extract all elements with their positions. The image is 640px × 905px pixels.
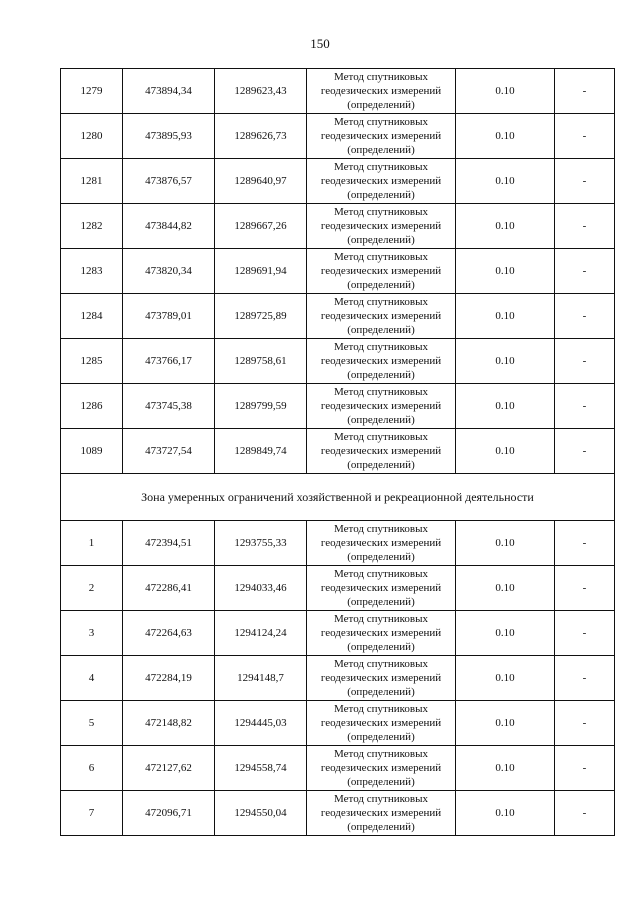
method-cell [307,701,456,746]
method-line: геодезических измерений [320,310,442,322]
table-row [61,114,615,159]
method-cell [307,746,456,791]
table-row [61,429,615,474]
extra-cell: - [555,294,615,339]
accuracy-cell: 0.10 [456,384,555,429]
accuracy-cell: 0.10 [456,746,555,791]
table-row [61,204,615,249]
method-line: Метод спутниковых [334,431,428,443]
table-row [61,701,615,746]
method-cell [307,521,456,566]
method-cell [307,204,456,249]
point-number-cell: 4 [61,656,123,701]
accuracy-cell: 0.10 [456,69,555,114]
method-line: геодезических измерений [320,672,442,684]
method-line: (определений) [347,234,415,246]
method-line: Метод спутниковых [334,386,428,398]
method-line: Метод спутниковых [334,251,428,263]
method-line: (определений) [347,551,415,563]
extra-cell: - [555,159,615,204]
method-cell [307,429,456,474]
method-line: Метод спутниковых [334,658,428,670]
accuracy-cell: 0.10 [456,159,555,204]
section-title: Зона умеренных ограничений хозяйственной и рекреационной деятельности [61,474,615,521]
extra-cell: - [555,204,615,249]
x-coordinate-cell: 472394,51 [123,521,215,566]
extra-cell: - [555,701,615,746]
x-coordinate-cell: 472264,63 [123,611,215,656]
extra-cell: - [555,249,615,294]
y-coordinate-cell: 1289667,26 [215,204,307,249]
method-line: геодезических измерений [320,175,442,187]
method-cell [307,339,456,384]
extra-cell: - [555,566,615,611]
x-coordinate-cell: 473876,57 [123,159,215,204]
accuracy-cell: 0.10 [456,566,555,611]
point-number-cell: 7 [61,791,123,836]
y-coordinate-cell: 1289640,97 [215,159,307,204]
method-line: (определений) [347,686,415,698]
table-row [61,339,615,384]
coordinates-table [60,68,615,836]
accuracy-cell: 0.10 [456,429,555,474]
accuracy-cell: 0.10 [456,701,555,746]
point-number-cell: 1284 [61,294,123,339]
point-number-cell: 1280 [61,114,123,159]
method-cell [307,69,456,114]
method-line: геодезических измерений [320,582,442,594]
method-line: геодезических измерений [320,445,442,457]
accuracy-cell: 0.10 [456,114,555,159]
table-row [61,249,615,294]
point-number-cell: 3 [61,611,123,656]
method-line: Метод спутниковых [334,793,428,805]
point-number-cell: 1286 [61,384,123,429]
method-line: геодезических измерений [320,717,442,729]
method-line: геодезических измерений [320,355,442,367]
y-coordinate-cell: 1293755,33 [215,521,307,566]
table-row [61,159,615,204]
table-row [61,611,615,656]
method-line: (определений) [347,821,415,833]
method-line: Метод спутниковых [334,161,428,173]
x-coordinate-cell: 473745,38 [123,384,215,429]
extra-cell: - [555,384,615,429]
method-cell [307,159,456,204]
method-line: Метод спутниковых [334,71,428,83]
page-number: 150 [310,36,330,51]
extra-cell: - [555,656,615,701]
accuracy-cell: 0.10 [456,611,555,656]
y-coordinate-cell: 1289691,94 [215,249,307,294]
accuracy-cell: 0.10 [456,656,555,701]
method-cell [307,114,456,159]
y-coordinate-cell: 1289758,61 [215,339,307,384]
accuracy-cell: 0.10 [456,294,555,339]
table-row [61,521,615,566]
y-coordinate-cell: 1289849,74 [215,429,307,474]
x-coordinate-cell: 472096,71 [123,791,215,836]
y-coordinate-cell: 1289626,73 [215,114,307,159]
y-coordinate-cell: 1289799,59 [215,384,307,429]
y-coordinate-cell: 1294124,24 [215,611,307,656]
y-coordinate-cell: 1294033,46 [215,566,307,611]
method-line: геодезических измерений [320,130,442,142]
method-cell [307,566,456,611]
extra-cell: - [555,791,615,836]
point-number-cell: 1283 [61,249,123,294]
method-cell [307,294,456,339]
y-coordinate-cell: 1294550,04 [215,791,307,836]
table-row [61,566,615,611]
table-row [61,294,615,339]
method-line: геодезических измерений [320,265,442,277]
coordinates-table-body [61,69,615,836]
method-cell [307,611,456,656]
x-coordinate-cell: 473766,17 [123,339,215,384]
point-number-cell: 1281 [61,159,123,204]
accuracy-cell: 0.10 [456,521,555,566]
point-number-cell: 1282 [61,204,123,249]
method-cell [307,384,456,429]
x-coordinate-cell: 473844,82 [123,204,215,249]
extra-cell: - [555,429,615,474]
method-line: (определений) [347,99,415,111]
x-coordinate-cell: 472148,82 [123,701,215,746]
method-line: геодезических измерений [320,627,442,639]
method-line: Метод спутниковых [334,748,428,760]
point-number-cell: 5 [61,701,123,746]
y-coordinate-cell: 1289725,89 [215,294,307,339]
method-line: (определений) [347,776,415,788]
method-line: Метод спутниковых [334,206,428,218]
extra-cell: - [555,746,615,791]
extra-cell: - [555,114,615,159]
method-line: геодезических измерений [320,220,442,232]
method-line: (определений) [347,414,415,426]
table-row [61,69,615,114]
extra-cell: - [555,339,615,384]
extra-cell: - [555,611,615,656]
point-number-cell: 1089 [61,429,123,474]
method-cell [307,249,456,294]
point-number-cell: 1 [61,521,123,566]
method-line: Метод спутниковых [334,613,428,625]
method-line: Метод спутниковых [334,116,428,128]
x-coordinate-cell: 472284,19 [123,656,215,701]
y-coordinate-cell: 1294148,7 [215,656,307,701]
method-line: геодезических измерений [320,85,442,97]
point-number-cell: 6 [61,746,123,791]
table-row [61,656,615,701]
x-coordinate-cell: 473895,93 [123,114,215,159]
point-number-cell: 1279 [61,69,123,114]
accuracy-cell: 0.10 [456,204,555,249]
x-coordinate-cell: 473894,34 [123,69,215,114]
table-row [61,791,615,836]
table-row [61,746,615,791]
extra-cell: - [555,521,615,566]
y-coordinate-cell: 1294558,74 [215,746,307,791]
y-coordinate-cell: 1289623,43 [215,69,307,114]
method-line: Метод спутниковых [334,341,428,353]
section-header-row [61,474,615,521]
method-line: (определений) [347,459,415,471]
method-line: (определений) [347,596,415,608]
x-coordinate-cell: 473820,34 [123,249,215,294]
method-line: (определений) [347,369,415,381]
point-number-cell: 2 [61,566,123,611]
point-number-cell: 1285 [61,339,123,384]
extra-cell: - [555,69,615,114]
method-line: Метод спутниковых [334,523,428,535]
method-line: Метод спутниковых [334,568,428,580]
method-line: геодезических измерений [320,762,442,774]
accuracy-cell: 0.10 [456,249,555,294]
method-line: геодезических измерений [320,807,442,819]
method-cell [307,791,456,836]
method-line: Метод спутниковых [334,296,428,308]
method-line: (определений) [347,731,415,743]
method-line: (определений) [347,279,415,291]
x-coordinate-cell: 472127,62 [123,746,215,791]
method-line: геодезических измерений [320,537,442,549]
y-coordinate-cell: 1294445,03 [215,701,307,746]
accuracy-cell: 0.10 [456,339,555,384]
x-coordinate-cell: 472286,41 [123,566,215,611]
method-line: Метод спутниковых [334,703,428,715]
method-line: (определений) [347,189,415,201]
method-line: геодезических измерений [320,400,442,412]
x-coordinate-cell: 473789,01 [123,294,215,339]
accuracy-cell: 0.10 [456,791,555,836]
method-cell [307,656,456,701]
method-line: (определений) [347,324,415,336]
method-line: (определений) [347,641,415,653]
method-line: (определений) [347,144,415,156]
x-coordinate-cell: 473727,54 [123,429,215,474]
table-row [61,384,615,429]
